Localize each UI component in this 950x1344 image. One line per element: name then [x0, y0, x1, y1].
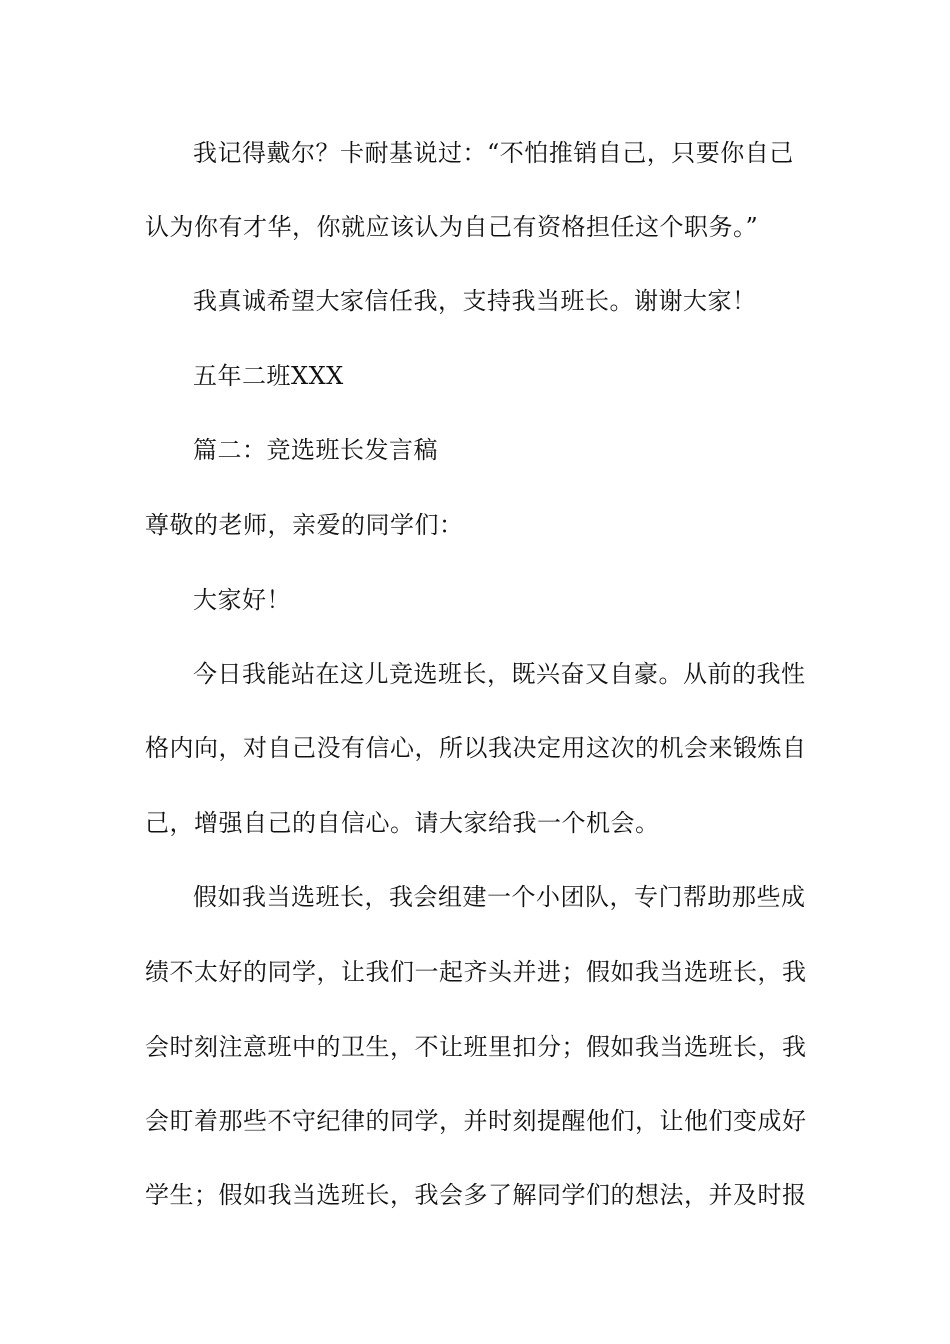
paragraph-line: 学生；假如我当选班长，我会多了解同学们的想法，并及时报: [145, 1181, 807, 1209]
paragraph-line: 假如我当选班长，我会组建一个小团队，专门帮助那些成: [193, 883, 806, 911]
paragraph-line: 会时刻注意班中的卫生，不让班里扣分；假如我当选班长，我: [145, 1033, 807, 1061]
paragraph-line: 己，增强自己的自信心。请大家给我一个机会。: [145, 809, 660, 837]
signature-line: 五年二班XXX: [193, 362, 344, 390]
paragraph-line: 认为你有才华，你就应该认为自己有资格担任这个职务。”: [145, 213, 759, 241]
paragraph-line: 今日我能站在这儿竞选班长，既兴奋又自豪。从前的我性: [193, 660, 806, 688]
salutation: 尊敬的老师，亲爱的同学们：: [145, 511, 464, 539]
paragraph-line: 我记得戴尔？卡耐基说过：“不怕推销自己，只要你自己: [193, 139, 794, 167]
section-heading: 篇二：竞选班长发言稿: [193, 436, 438, 464]
paragraph-line: 我真诚希望大家信任我，支持我当班长。谢谢大家！: [193, 287, 757, 315]
greeting: 大家好！: [193, 586, 291, 614]
paragraph-line: 格内向，对自己没有信心，所以我决定用这次的机会来锻炼自: [145, 734, 807, 762]
paragraph-line: 会盯着那些不守纪律的同学，并时刻提醒他们，让他们变成好: [145, 1107, 807, 1135]
paragraph-line: 绩不太好的同学，让我们一起齐头并进；假如我当选班长，我: [145, 958, 807, 986]
